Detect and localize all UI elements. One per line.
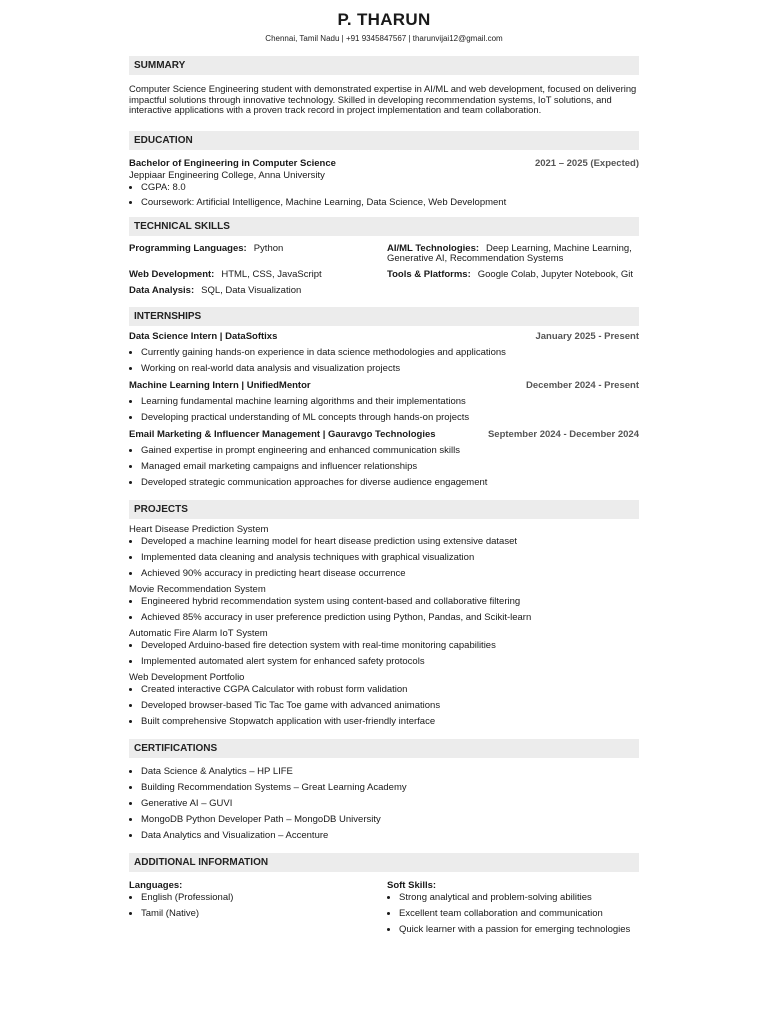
project-entry (129, 628, 639, 667)
internship-title: Machine Learning Intern | UnifiedMentor (129, 379, 311, 391)
candidate-name: P. THARUN (337, 10, 431, 29)
soft-skills-title: Soft Skills: (387, 879, 437, 891)
internship-date: December 2024 - Present (525, 379, 639, 391)
school-name: Jeppiaar Engineering College, Anna University (129, 169, 325, 181)
list-item: • Implemented data cleaning and analysis techniques with graphical visualization (141, 552, 639, 563)
list-item: • Tamil (Native) (141, 908, 387, 919)
internship-date: January 2025 - Present (535, 330, 639, 342)
list-item: • MongoDB Python Developer Path – MongoDB University (141, 814, 639, 825)
list-item: • Quick learner with a passion for emerging technologies (399, 924, 639, 935)
list-item: • Developed a machine learning model for heart disease prediction using extensive dataset (141, 536, 639, 547)
list-item: • Engineered hybrid recommendation system using content-based and collaborative filtering (141, 596, 639, 607)
list-item: • Working on real-world data analysis and visualization projects (141, 363, 639, 374)
list-item: • Developed strategic communication approaches for diverse audience engagement (141, 477, 639, 488)
list-item: • Coursework: Artificial Intelligence, Machine Learning, Data Science, Web Development (141, 197, 639, 208)
list-item: • Managed email marketing campaigns and influencer relationships (141, 461, 639, 472)
project-entry (129, 524, 639, 579)
education-bullets (129, 182, 639, 208)
list-item: • Currently gaining hands-on experience in data science methodologies and applications (141, 347, 639, 358)
languages-column (129, 880, 387, 940)
project-title: Web Development Portfolio (129, 671, 245, 683)
additional-heading: ADDITIONAL INFORMATION (129, 853, 639, 872)
additional-columns (129, 880, 639, 940)
internship-entry (129, 380, 639, 423)
list-item: • Developed browser-based Tic Tac Toe game with advanced animations (141, 700, 639, 711)
list-item: • Excellent team collaboration and communication (399, 908, 639, 919)
internships-heading: INTERNSHIPS (129, 307, 639, 326)
internship-title: Data Science Intern | DataSoftixs (129, 330, 278, 342)
project-entry (129, 584, 639, 623)
resume-page (129, 0, 639, 940)
list-item: • Strong analytical and problem-solving abilities (399, 892, 639, 903)
list-item: • Achieved 90% accuracy in predicting heart disease occurrence (141, 568, 639, 579)
internship-entry (129, 331, 639, 374)
list-item: • Created interactive CGPA Calculator with robust form validation (141, 684, 639, 695)
project-title: Heart Disease Prediction System (129, 523, 269, 535)
list-item: • Developed Arduino-based fire detection system with real-time monitoring capabilities (141, 640, 639, 651)
list-item: • Data Analytics and Visualization – Accenture (141, 830, 639, 841)
skills-grid (129, 244, 639, 296)
contact-line: Chennai, Tamil Nadu | +91 9345847567 | tharunvijai12@gmail.com (265, 34, 503, 43)
list-item: • Data Science & Analytics – HP LIFE (141, 766, 639, 777)
internship-date: September 2024 - December 2024 (487, 428, 639, 440)
list-item: • English (Professional) (141, 892, 387, 903)
soft-skills-column (387, 880, 639, 940)
list-item: • Built comprehensive Stopwatch application with user-friendly interface (141, 716, 639, 727)
skill-programming: Programming Languages: Python (129, 242, 284, 254)
list-item: • Learning fundamental machine learning algorithms and their implementations (141, 396, 639, 407)
project-entry (129, 672, 639, 727)
summary-text: Computer Science Engineering student with demonstrated expertise in AI/ML and web development, focused on delivering impactful solutions through innovative technology. Skilled in developing recommendation systems, IoT solutions, and interactive applications with a proven track record in project implementation and team collaboration. (129, 83, 637, 116)
list-item: • Gained expertise in prompt engineering and enhanced communication skills (141, 445, 639, 456)
skill-tools: Tools & Platforms: Google Colab, Jupyter Notebook, Git (387, 268, 634, 280)
list-item: • CGPA: 8.0 (141, 182, 639, 193)
list-item: • Implemented automated alert system for enhanced safety protocols (141, 656, 639, 667)
projects-heading: PROJECTS (129, 500, 639, 519)
list-item: • Achieved 85% accuracy in user preference prediction using Python, Pandas, and Scikit-learn (141, 612, 639, 623)
skills-heading: TECHNICAL SKILLS (129, 217, 639, 236)
project-title: Movie Recommendation System (129, 583, 266, 595)
list-item: • Developing practical understanding of ML concepts through hands-on projects (141, 412, 639, 423)
summary-heading: SUMMARY (129, 56, 639, 75)
list-item: • Building Recommendation Systems – Great Learning Academy (141, 782, 639, 793)
internship-title: Email Marketing & Influencer Management | Gauravgo Technologies (129, 428, 436, 440)
certifications-list (129, 766, 639, 841)
skill-web: Web Development: HTML, CSS, JavaScript (129, 268, 322, 280)
internship-entry (129, 429, 639, 488)
education-heading: EDUCATION (129, 131, 639, 150)
project-title: Automatic Fire Alarm IoT System (129, 627, 268, 639)
skill-aiml: AI/ML Technologies: Deep Learning, Machine Learning, Generative AI, Recommendation Systems (387, 242, 632, 264)
skill-data: Data Analysis: SQL, Data Visualization (129, 284, 302, 296)
degree-title: Bachelor of Engineering in Computer Science (129, 157, 336, 169)
languages-title: Languages: (129, 879, 183, 891)
certifications-heading: CERTIFICATIONS (129, 739, 639, 758)
list-item: • Generative AI – GUVI (141, 798, 639, 809)
education-entry (129, 158, 639, 208)
education-date: 2021 – 2025 (Expected) (534, 157, 639, 169)
